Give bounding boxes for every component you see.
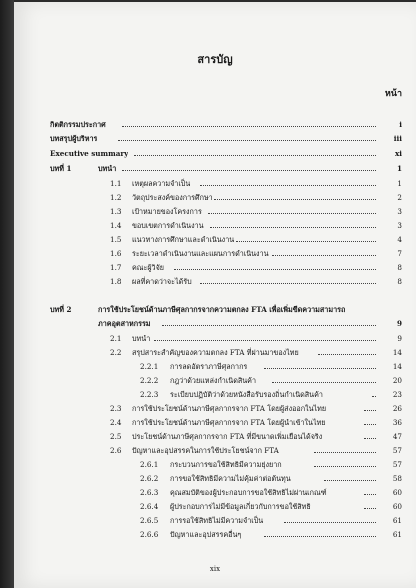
dot-leader <box>272 255 376 256</box>
dot-leader <box>236 241 376 242</box>
toc-page: 23 <box>392 390 402 399</box>
toc-entry <box>14 445 416 456</box>
section-number: 2.2 <box>110 348 122 357</box>
toc-page: iii <box>393 134 402 143</box>
dot-leader <box>364 424 376 425</box>
section-number: 2.6.5 <box>140 516 159 525</box>
toc-page: 61 <box>392 516 402 525</box>
dot-leader <box>364 410 376 411</box>
toc-page: 36 <box>392 418 402 427</box>
section-number: 2.3 <box>110 404 122 413</box>
toc-entry <box>14 389 416 400</box>
dot-leader <box>284 522 376 523</box>
toc-page: 8 <box>397 277 402 286</box>
toc-label: ประโยชน์ด้านภาษีศุลกากรจาก FTA ที่มีขนาดเพิ่มเยือนได้จริง <box>132 432 323 441</box>
toc-label: การรอใช้สิทธิไม่มีความจำเป็น <box>170 516 264 525</box>
toc-page: 9 <box>397 334 402 343</box>
toc-page: 60 <box>392 488 402 497</box>
chapter-number: บทที่ 2 <box>50 305 72 314</box>
toc-label: ปัญหาและอุปสรรคอื่นๆ <box>170 530 242 539</box>
dot-leader <box>324 480 376 481</box>
section-number: 2.2.1 <box>140 362 159 371</box>
toc-label: คณะผู้วิจัย <box>132 263 165 272</box>
toc-label: เป้าหมายของโครงการ <box>132 207 202 216</box>
toc-entry <box>14 248 416 259</box>
toc-entry <box>14 276 416 287</box>
toc-entry <box>14 487 416 498</box>
dot-leader <box>314 452 376 453</box>
toc-page: 57 <box>392 446 402 455</box>
dot-leader <box>118 140 376 141</box>
dot-leader <box>364 438 376 439</box>
dot-leader <box>122 170 376 171</box>
toc-page: 26 <box>392 404 402 413</box>
section-number: 2.4 <box>110 418 122 427</box>
section-number: 1.4 <box>110 221 122 230</box>
toc-entry <box>14 417 416 428</box>
toc-label: กฎว่าด้วยแหล่งกำเนิดสินค้า <box>170 376 257 385</box>
toc-page: 60 <box>392 502 402 511</box>
toc-entry <box>14 262 416 273</box>
dot-leader <box>272 382 376 383</box>
section-number: 1.2 <box>110 193 122 202</box>
toc-label: การลดอัตราภาษีศุลกากร <box>170 362 248 371</box>
toc-page: 1 <box>396 164 402 173</box>
dot-leader <box>200 283 376 284</box>
scan-edge-shadow <box>0 0 14 588</box>
toc-page: 58 <box>392 474 402 483</box>
toc-label: ปัญหาและอุปสรรคในการใช้ประโยชน์จาก FTA <box>132 446 279 455</box>
toc-page: 47 <box>392 432 402 441</box>
toc-entry <box>14 459 416 470</box>
dot-leader <box>318 354 376 355</box>
dot-leader <box>372 396 376 397</box>
section-number: 1.5 <box>110 235 122 244</box>
toc-page: 14 <box>392 348 402 357</box>
dot-leader <box>210 227 376 228</box>
toc-page: 14 <box>392 362 402 371</box>
toc-label: บทนำ <box>132 334 151 343</box>
chapter-number: บทที่ 1 <box>50 164 72 173</box>
document-page <box>14 2 416 588</box>
toc-page: 20 <box>392 376 402 385</box>
toc-label: คุณสมบัติของผู้ประกอบการขอใช้สิทธิไม่ผ่านเกณฑ์ <box>170 488 327 497</box>
section-number: 2.1 <box>110 334 122 343</box>
toc-entry <box>14 178 416 189</box>
toc-label: บทนำ <box>98 164 117 173</box>
section-number: 2.6 <box>110 446 122 455</box>
toc-label: ผู้ประกอบการไม่มีข้อมูลเกี่ยวกับการขอใช้สิทธิ <box>170 502 311 511</box>
section-number: 1.8 <box>110 277 122 286</box>
dot-leader <box>154 340 376 341</box>
dot-leader <box>122 126 376 127</box>
toc-entry <box>14 431 416 442</box>
section-number: 2.6.3 <box>140 488 159 497</box>
toc-entry <box>14 333 416 344</box>
toc-entry <box>14 529 416 540</box>
toc-label: กิตติกรรมประกาศ <box>50 120 106 129</box>
dot-leader <box>364 508 376 509</box>
toc-chapter <box>14 318 416 329</box>
toc-entry <box>14 403 416 414</box>
dot-leader <box>214 199 376 200</box>
toc-entry <box>14 501 416 512</box>
toc-label: ระยะเวลาดำเนินงานและแผนการดำเนินงาน <box>132 249 269 258</box>
dot-leader <box>200 185 376 186</box>
dot-leader <box>162 325 376 326</box>
toc-label: ขอบเขตการดำเนินงาน <box>132 221 204 230</box>
page-footer-number: xix <box>209 565 221 573</box>
section-number: 2.5 <box>110 432 122 441</box>
section-number: 2.2.3 <box>140 390 159 399</box>
toc-page: 3 <box>397 221 402 230</box>
section-number: 1.7 <box>110 263 122 272</box>
toc-entry <box>14 375 416 386</box>
dot-leader <box>364 494 376 495</box>
toc-label: บทสรุปผู้บริหาร <box>50 134 98 143</box>
toc-page: xi <box>394 149 402 158</box>
toc-entry <box>14 515 416 526</box>
section-number: 1.3 <box>110 207 122 216</box>
page-title: สารบัญ <box>197 53 233 66</box>
toc-page: 9 <box>396 319 402 328</box>
toc-page: 7 <box>397 249 402 258</box>
toc-label: Executive summary <box>50 149 129 158</box>
page-column-header: หน้า <box>384 89 402 99</box>
toc-label: กระบวนการขอใช้สิทธิมีความยุ่งยาก <box>170 460 282 469</box>
section-number: 2.6.2 <box>140 474 159 483</box>
toc-entry <box>14 234 416 245</box>
toc-label: สรุปสาระสำคัญของความตกลง FTA ที่ผ่านมาของไทย <box>132 348 299 357</box>
toc-page: 3 <box>397 207 402 216</box>
toc-entry <box>14 133 416 144</box>
toc-page: 2 <box>397 193 402 202</box>
toc-entry <box>14 119 416 130</box>
dot-leader <box>208 213 376 214</box>
toc-label: วัตถุประสงค์ของการศึกษา <box>132 193 213 202</box>
toc-label: เหตุผลความจำเป็น <box>132 179 191 188</box>
section-number: 2.2.2 <box>140 376 159 385</box>
dot-leader <box>264 368 376 369</box>
toc-page: 61 <box>392 530 402 539</box>
dot-leader <box>314 466 376 467</box>
toc-page: 57 <box>392 460 402 469</box>
toc-entry <box>14 361 416 372</box>
toc-page: 8 <box>397 263 402 272</box>
section-number: 1.6 <box>110 249 122 258</box>
chapter-title-line1: การใช้ประโยชน์ด้านภาษีศุลกากรจากความตกลง FTA เพื่อเพิ่มขีดความสามารถ <box>98 305 346 314</box>
section-number: 1.1 <box>110 179 122 188</box>
section-number: 2.6.1 <box>140 460 159 469</box>
toc-page: 1 <box>397 179 402 188</box>
toc-entry <box>14 347 416 358</box>
toc-entry <box>14 206 416 217</box>
toc-entry <box>14 220 416 231</box>
toc-label: การใช้ประโยชน์ด้านภาษีศุลกากรจาก FTA โดยผู้ส่งออกในไทย <box>132 404 327 413</box>
toc-page: i <box>399 120 402 129</box>
toc-label: ผลที่คาดว่าจะได้รับ <box>132 277 192 286</box>
toc-label: การขอใช้สิทธิมีความไม่คุ้มค่าต่อต้นทุน <box>170 474 291 483</box>
section-number: 2.6.4 <box>140 502 159 511</box>
chapter-title-line2: ภาคอุตสาหกรรม <box>98 319 151 328</box>
dot-leader <box>264 536 376 537</box>
dot-leader <box>134 155 376 156</box>
toc-entry <box>14 148 416 159</box>
toc-label: การใช้ประโยชน์ด้านภาษีศุลกากรจาก FTA โดยผู้นำเข้าในไทย <box>132 418 326 427</box>
dot-leader <box>174 269 376 270</box>
toc-chapter <box>14 163 416 174</box>
section-number: 2.6.6 <box>140 530 159 539</box>
toc-entry <box>14 473 416 484</box>
toc-label: ระเบียบปฏิบัติว่าด้วยหนังสือรับรองถิ่นกำเนิดสินค้า <box>170 390 323 399</box>
toc-label: แนวทางการศึกษาและดำเนินงาน <box>132 235 235 244</box>
toc-entry <box>14 192 416 203</box>
toc-page: 4 <box>397 235 402 244</box>
